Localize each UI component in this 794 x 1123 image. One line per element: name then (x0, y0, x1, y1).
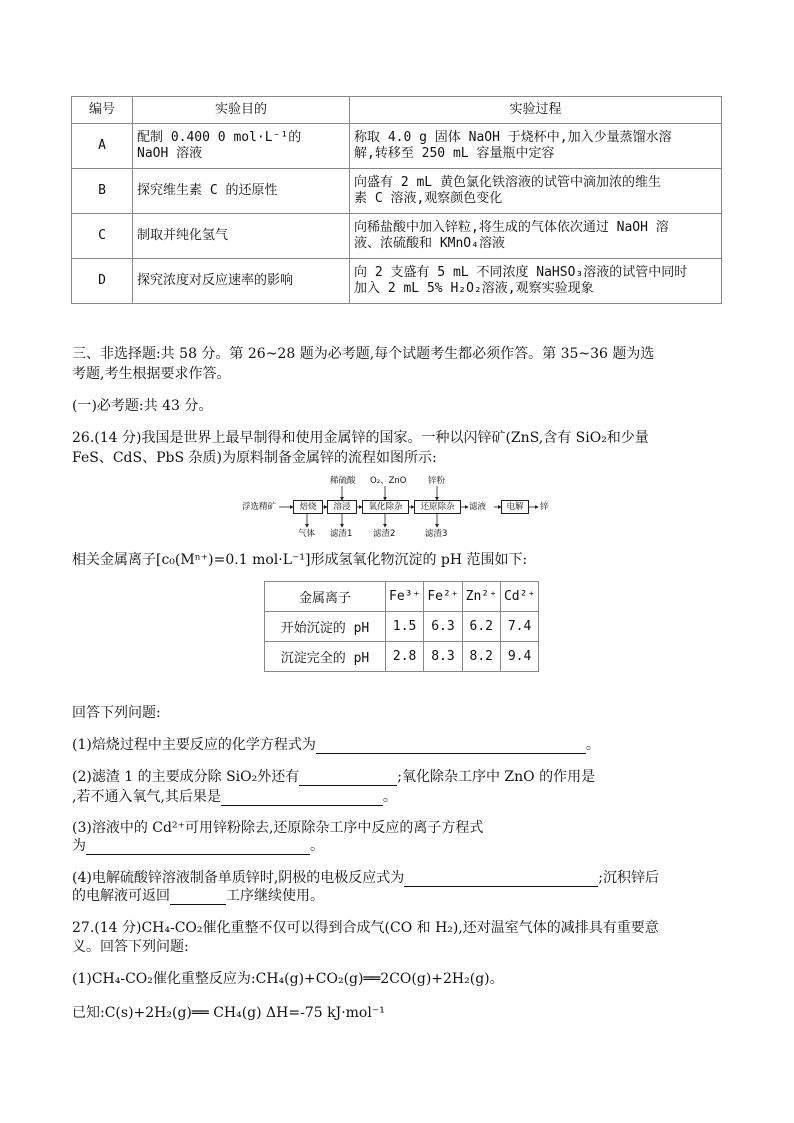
answer-blank[interactable] (86, 840, 310, 855)
flow-step-oxidation: 氧化除杂 (362, 500, 409, 514)
row-purpose: 制取并纯化氢气 (133, 214, 350, 259)
ph-cell: 7.4 (500, 612, 538, 642)
q27-stem-line1: 27.(14 分)CH₄-CO₂催化重整不仅可以得到合成气(CO 和 H₂),还对温室气体的减排具有重要意 (72, 920, 659, 936)
flow-reagent-zinc: 锌粉 (428, 476, 446, 486)
ph-header-cell: Zn²⁺ (462, 582, 500, 612)
ph-header-row (265, 582, 539, 612)
flow-step-roast: 焙烧 (293, 500, 323, 514)
flow-filtrate: 滤液 (469, 502, 487, 512)
ph-start-row (265, 612, 539, 642)
table-row (72, 169, 722, 214)
answer-intro: 回答下列问题: (72, 705, 161, 721)
table-header-row (72, 97, 722, 124)
q26-part2-line1: (2)滤渣 1 的主要成分除 SiO₂外还有 ;氧化除杂工序中 ZnO 的作用是 (72, 769, 596, 785)
ph-row-label: 开始沉淀的 pH (265, 612, 386, 642)
flow-step-electrolysis: 电解 (501, 500, 529, 514)
flow-byproduct-residue3: 滤渣3 (425, 529, 448, 539)
q26-part3-line2: 为 。 (72, 838, 324, 854)
section-heading-line1: 三、非选择题:共 58 分。第 26~28 题为必考题,每个试题考生都必须作答。第 35~36 题为选 (72, 346, 655, 362)
flow-step-leach: 溶浸 (327, 500, 357, 514)
row-purpose: 配制 0.400 0 mol·L⁻¹的 NaOH 溶液 (133, 124, 350, 169)
table-row (72, 124, 722, 169)
header-purpose: 实验目的 (133, 97, 350, 124)
q26-part4-line1: (4)电解硫酸锌溶液制备单质锌时,阴极的电极反应式为 ;沉积锌后 (72, 870, 659, 886)
q27-known: 已知:C(s)+2H₂(g)══ CH₄(g) ΔH=-75 kJ·mol⁻¹ (72, 1005, 385, 1021)
table-row (72, 259, 722, 304)
experiment-table (71, 96, 722, 304)
ph-header-cell: Cd²⁺ (500, 582, 538, 612)
row-procedure: 称取 4.0 g 固体 NaOH 于烧杯中,加入少量蒸馏水溶 解,转移至 250 mL 容量瓶中定容 (350, 124, 722, 169)
ph-cell: 8.2 (462, 642, 500, 672)
ph-cell: 8.3 (424, 642, 462, 672)
ph-cell: 2.8 (386, 642, 424, 672)
row-id: C (72, 214, 133, 259)
row-purpose: 探究浓度对反应速率的影响 (133, 259, 350, 304)
answer-blank[interactable] (170, 890, 226, 905)
ph-header-label: 金属离子 (265, 582, 386, 612)
ph-cell: 6.2 (462, 612, 500, 642)
ph-cell: 1.5 (386, 612, 424, 642)
header-procedure: 实验过程 (350, 97, 722, 124)
ph-header-cell: Fe²⁺ (424, 582, 462, 612)
q26-stem-line1: 26.(14 分)我国是世界上最早制得和使用金属锌的国家。一种以闪锌矿(ZnS,含有 SiO₂和少量 (72, 430, 649, 446)
flow-reagent-acid: 稀硫酸 (330, 476, 356, 486)
header-id: 编号 (72, 97, 133, 124)
answer-blank[interactable] (299, 771, 397, 786)
flow-step-reduction: 还原除杂 (414, 500, 461, 514)
ph-complete-row (265, 642, 539, 672)
ph-row-label: 沉淀完全的 pH (265, 642, 386, 672)
row-procedure: 向盛有 2 mL 黄色氯化铁溶液的试管中滴加浓的维生 素 C 溶液,观察颜色变化 (350, 169, 722, 214)
q27-stem-line2: 义。回答下列问题: (72, 939, 189, 955)
required-heading: (一)必考题:共 43 分。 (72, 398, 213, 414)
flow-byproduct-residue1: 滤渣1 (330, 529, 353, 539)
flow-output: 锌 (540, 502, 549, 512)
answer-blank[interactable] (221, 791, 383, 806)
row-purpose: 探究维生素 C 的还原性 (133, 169, 350, 214)
q26-part3-line1: (3)溶液中的 Cd²⁺可用锌粉除去,还原除杂工序中反应的离子方程式 (72, 820, 484, 836)
row-procedure: 向稀盐酸中加入锌粒,将生成的气体依次通过 NaOH 溶 液、浓硫酸和 KMnO₄溶液 (350, 214, 722, 259)
q26-part1: (1)焙烧过程中主要反应的化学方程式为 。 (72, 737, 600, 753)
row-procedure: 向 2 支盛有 5 mL 不同浓度 NaHSO₃溶液的试管中同时 加入 2 mL 5% H₂O₂溶液,观察实验现象 (350, 259, 722, 304)
section-heading-line2: 考题,考生根据要求作答。 (72, 366, 231, 382)
row-id: A (72, 124, 133, 169)
q26-part4-line2: 的电解液可返回 工序继续使用。 (72, 888, 324, 904)
ph-intro: 相关金属离子[c₀(Mⁿ⁺)=0.1 mol·L⁻¹]形成氢氧化物沉淀的 pH 范围如下: (72, 552, 528, 568)
ph-cell: 9.4 (500, 642, 538, 672)
answer-blank[interactable] (404, 872, 598, 887)
ph-cell: 6.3 (424, 612, 462, 642)
flow-byproduct-gas: 气体 (298, 529, 316, 539)
flow-reagent-oxygen: O₂、ZnO (370, 476, 407, 486)
ph-header-cell: Fe³⁺ (386, 582, 424, 612)
q26-part2-line2: ,若不通入氧气,其后果是 。 (72, 789, 397, 805)
q27-part1: (1)CH₄-CO₂催化重整反应为:CH₄(g)+CO₂(g)══2CO(g)+2H₂(g)。 (72, 971, 504, 987)
q26-stem-line2: FeS、CdS、PbS 杂质)为原料制备金属锌的流程如图所示: (72, 450, 437, 466)
row-id: B (72, 169, 133, 214)
row-id: D (72, 259, 133, 304)
process-flowchart (238, 474, 558, 540)
answer-blank[interactable] (316, 739, 586, 754)
flow-input: 浮选精矿 (242, 502, 277, 512)
flow-byproduct-residue2: 滤渣2 (373, 529, 396, 539)
ph-table (264, 581, 539, 672)
table-row (72, 214, 722, 259)
